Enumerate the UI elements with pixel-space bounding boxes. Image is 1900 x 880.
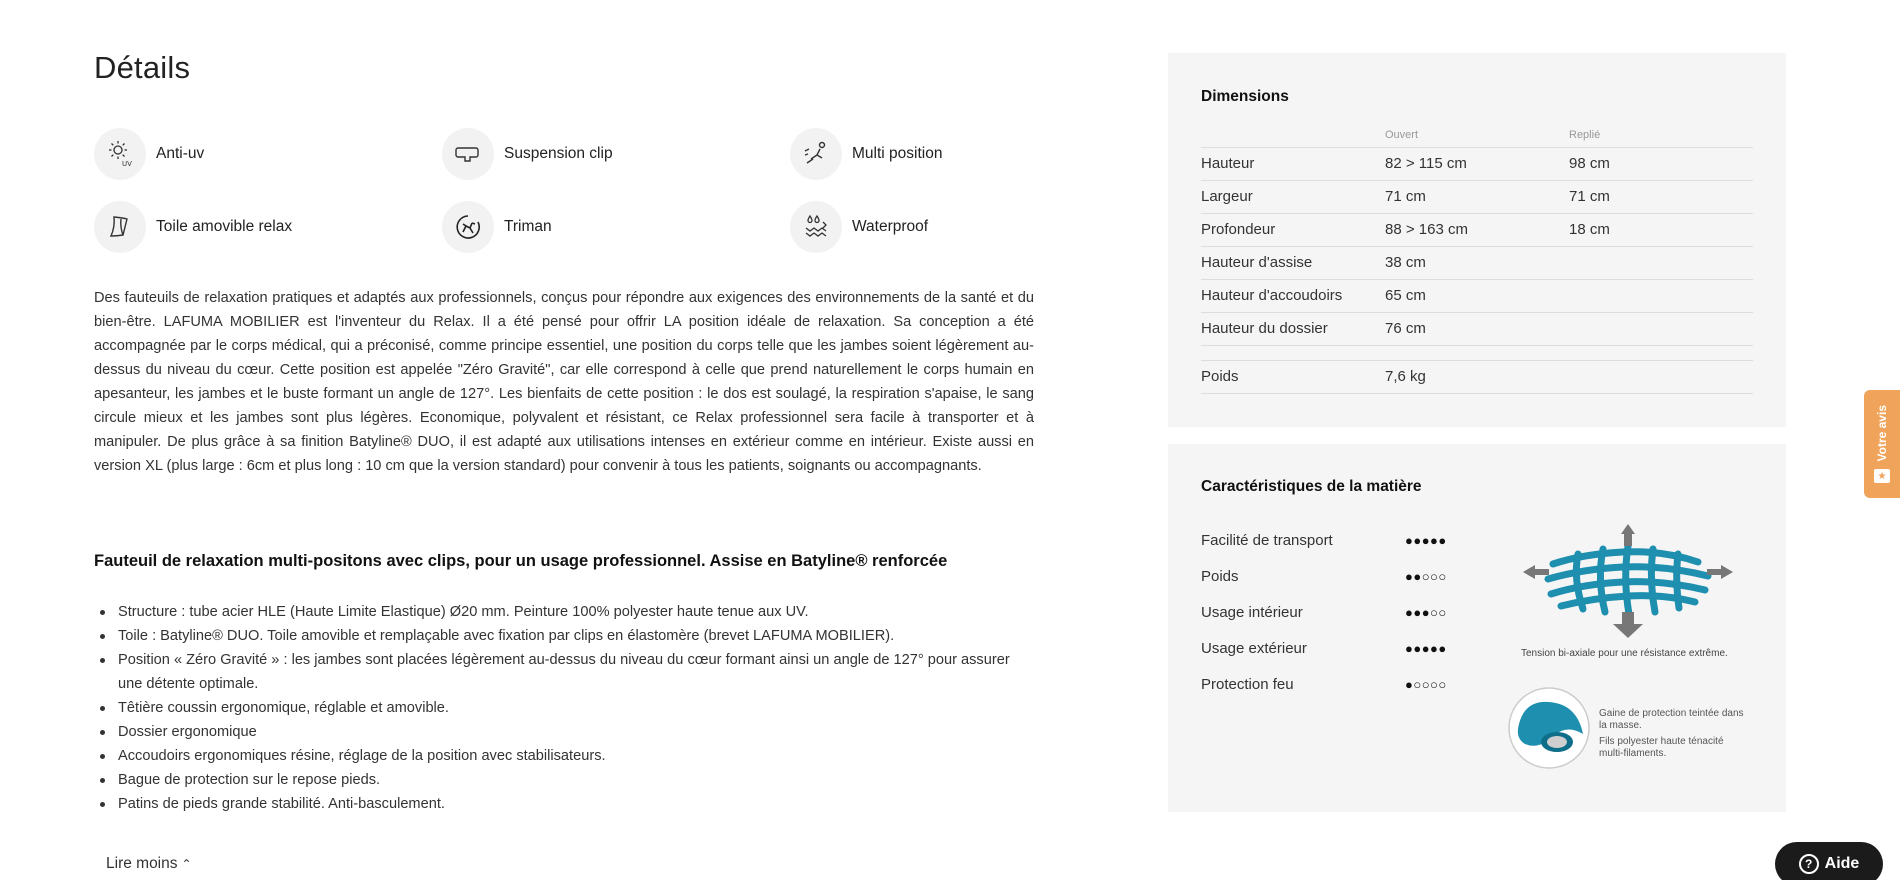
clip-icon	[442, 128, 494, 180]
table-cell: 76 cm	[1385, 312, 1569, 345]
feature-anti-uv	[94, 128, 204, 180]
mesh-illustration	[1523, 524, 1733, 639]
rating-dots: ●○○○○	[1405, 676, 1447, 692]
feature-label: Waterproof	[852, 218, 929, 235]
table-spacer-row	[1201, 345, 1753, 360]
list-item: Structure : tube acier HLE (Haute Limite Elastique) Ø20 mm. Peinture 100% polyester haute tenue aux UV.	[94, 600, 1034, 624]
feature-multi-position	[790, 128, 942, 180]
table-row	[1201, 312, 1753, 345]
table-row	[1201, 246, 1753, 279]
material-title: Caractéristiques de la matière	[1201, 478, 1422, 495]
product-subtitle: Fauteuil de relaxation multi-positons avec clips, pour un usage professionnel. Assise en Batyline® renforcée	[94, 552, 948, 570]
table-cell: 38 cm	[1385, 246, 1569, 279]
table-cell: 18 cm	[1569, 213, 1753, 246]
table-cell: Hauteur d'accoudoirs	[1201, 279, 1385, 312]
rating-row	[1201, 666, 1501, 702]
rating-label: Facilité de transport	[1201, 531, 1333, 549]
table-cell: Hauteur d'assise	[1201, 246, 1385, 279]
rating-label: Usage intérieur	[1201, 603, 1303, 621]
rating-dots: ●●●○○	[1405, 604, 1447, 620]
sun-uv-icon	[94, 128, 146, 180]
table-cell	[1569, 312, 1753, 345]
feature-bullet-list	[94, 600, 1034, 816]
feature-label: Toile amovible relax	[156, 218, 293, 235]
fiber-caption	[1599, 708, 1744, 760]
rating-label: Poids	[1201, 567, 1239, 585]
list-item: Têtière coussin ergonomique, réglable et amovible.	[94, 696, 1034, 720]
reviews-tab-label: Votre avis	[1875, 404, 1889, 462]
feature-label: Multi position	[852, 145, 943, 162]
triman-icon	[442, 201, 494, 253]
table-cell: 82 > 115 cm	[1385, 147, 1569, 180]
feature-suspension-clip	[442, 128, 613, 180]
table-cell	[1569, 246, 1753, 279]
rating-row	[1201, 558, 1501, 594]
material-ratings	[1201, 522, 1501, 702]
feature-triman	[442, 201, 552, 253]
feature-waterproof	[790, 201, 928, 253]
rating-row	[1201, 594, 1501, 630]
details-section	[94, 50, 1034, 872]
table-cell: 71 cm	[1385, 180, 1569, 213]
table-row	[1201, 147, 1753, 180]
material-panel	[1168, 444, 1786, 812]
review-star-icon: ★	[1874, 469, 1890, 483]
table-cell	[1569, 279, 1753, 312]
recline-icon	[790, 128, 842, 180]
table-cell: Hauteur	[1201, 147, 1385, 180]
fiber-caption-line: Gaine de protection teintée dans la masse.	[1599, 708, 1744, 731]
table-header-row	[1201, 121, 1753, 147]
waterproof-icon	[790, 201, 842, 253]
table-cell: Largeur	[1201, 180, 1385, 213]
rating-dots: ●●●●●	[1405, 640, 1447, 656]
rating-label: Protection feu	[1201, 675, 1294, 693]
rating-row	[1201, 522, 1501, 558]
chevron-up-icon: ⌃	[181, 857, 192, 871]
table-cell	[1569, 360, 1753, 393]
rating-label: Usage extérieur	[1201, 639, 1307, 657]
table-row	[1201, 180, 1753, 213]
table-cell: Profondeur	[1201, 213, 1385, 246]
fiber-caption-line: Fils polyester haute ténacité multi-filaments.	[1599, 736, 1724, 759]
table-header: Replié	[1569, 121, 1753, 147]
list-item: Dossier ergonomique	[94, 720, 1034, 744]
rating-dots: ●●○○○	[1405, 568, 1447, 584]
table-row-weight	[1201, 360, 1753, 393]
table-header	[1201, 121, 1385, 147]
read-less-label: Lire moins	[106, 855, 178, 872]
feature-label: Suspension clip	[504, 145, 613, 162]
svg-text:UV: UV	[122, 160, 132, 168]
table-cell: Hauteur du dossier	[1201, 312, 1385, 345]
dimensions-title: Dimensions	[1201, 88, 1289, 105]
table-row	[1201, 279, 1753, 312]
table-header: Ouvert	[1385, 121, 1569, 147]
feature-label: Anti-uv	[156, 145, 205, 162]
table-cell: 98 cm	[1569, 147, 1753, 180]
feature-toile-amovible	[94, 201, 292, 253]
help-button[interactable]	[1775, 842, 1883, 880]
rating-row	[1201, 630, 1501, 666]
table-row	[1201, 213, 1753, 246]
table-cell: 88 > 163 cm	[1385, 213, 1569, 246]
question-icon: ?	[1799, 854, 1819, 874]
feature-label: Triman	[504, 218, 552, 235]
mesh-caption: Tension bi-axiale pour une résistance extrême.	[1521, 648, 1728, 659]
table-cell: Poids	[1201, 360, 1385, 393]
table-cell: 7,6 kg	[1385, 360, 1569, 393]
product-description: Des fauteuils de relaxation pratiques et adaptés aux professionnels, conçus pour répondre aux exigences des environnements de la santé et du bien-être. LAFUMA MOBILIER est l'inventeur du Relax. Il a été pensé pour offrir LA position idéale de relaxation. Sa conception a été accompagnée par le corps médical, qui a préconisé, comme principe essentiel, une position du corps telle que les jambes soient légèrement au-dessus du niveau du cœur. Cette position est appelée "Zéro Gravité", car elle correspond à celle que prend naturellement le corps humain en apesanteur, les jambes et le buste formant un angle de 127°. Les bienfaits de cette position : le dos est soulagé, la respiration s'apaise, le sang circule mieux et les jambes sont plus légères. Economique, polyvalent et résistant, ce Relax professionnel sera facile à transporter et à manipuler. De plus grâce à sa finition Batyline® DUO, il est adapté aux utilisations intenses en extérieur comme en intérieur. Existe aussi en version XL (plus large : 6cm et plus long : 10 cm que la version standard) pour convenir à tous les patients, soignants ou accompagnants.	[94, 290, 1034, 474]
help-label: Aide	[1824, 855, 1860, 872]
rating-dots: ●●●●●	[1405, 532, 1447, 548]
table-cell: 71 cm	[1569, 180, 1753, 213]
table-cell: 65 cm	[1385, 279, 1569, 312]
read-less-button[interactable]	[106, 855, 192, 873]
reviews-tab[interactable]	[1864, 390, 1900, 498]
list-item: Toile : Batyline® DUO. Toile amovible et remplaçable avec fixation par clips en élastomère (brevet LAFUMA MOBILIER).	[94, 624, 1034, 648]
list-item: Bague de protection sur le repose pieds.	[94, 768, 1034, 792]
page-title: Détails	[94, 50, 191, 85]
fabric-icon	[94, 201, 146, 253]
dimensions-table	[1201, 121, 1753, 394]
list-item: Patins de pieds grande stabilité. Anti-basculement.	[94, 792, 1034, 816]
dimensions-panel	[1168, 53, 1786, 427]
list-item: Accoudoirs ergonomiques résine, réglage de la position avec stabilisateurs.	[94, 744, 1034, 768]
list-item: Position « Zéro Gravité » : les jambes sont placées légèrement au-dessus du niveau du cœur formant ainsi un angle de 127° pour assurer une détente optimale.	[94, 648, 1034, 696]
fiber-illustration	[1505, 684, 1593, 772]
